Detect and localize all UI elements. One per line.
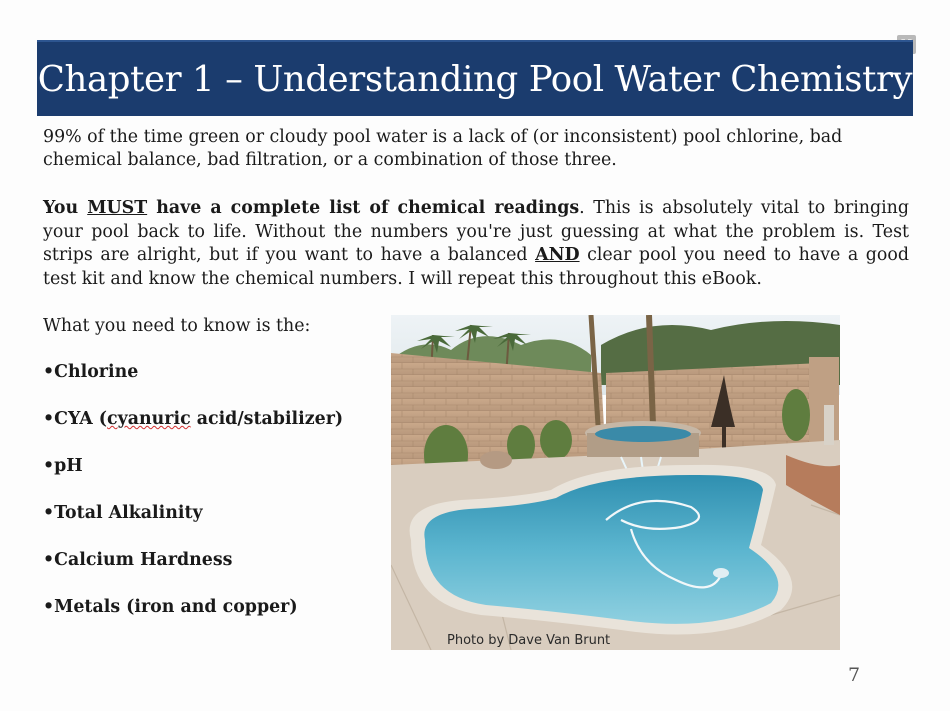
must-emphasis: MUST <box>87 198 148 218</box>
readings-list <box>43 361 343 643</box>
spellcheck-word: cyanuric <box>107 409 191 429</box>
page-title: Chapter 1 – Understanding Pool Water Chemistry <box>37 58 913 100</box>
list-item-alkalinity: •Total Alkalinity <box>43 503 203 523</box>
list-item-chlorine: •Chlorine <box>43 362 139 382</box>
list-item-cya: •CYA (cyanuric acid/stabilizer) <box>43 409 344 429</box>
page-number: 7 <box>848 664 861 686</box>
list-item-calcium: •Calcium Hardness <box>43 550 233 570</box>
intro-paragraph: 99% of the time green or cloudy pool water is a lack of (or inconsistent) pool chlorine, bad chemical balance, bad filtration, or a combination of those three. <box>43 127 843 170</box>
readings-bold-a: You <box>43 198 88 218</box>
title-bar <box>37 40 913 116</box>
readings-text-a: . This is absolutely vital to bringing your pool back to life. Without the numbers you're just guessing at what the problem is. Test strips are alright, but if you want to have a balanced <box>43 198 909 265</box>
readings-text-b: clear pool you need to have a good test kit and know the chemical numbers. I will repeat this throughout this eBook. <box>43 245 909 289</box>
list-item-ph: •pH <box>43 456 83 476</box>
list-item-metals: •Metals (iron and copper) <box>43 597 298 617</box>
readings-bold-b: have a complete list of chemical readings <box>147 198 580 218</box>
list-intro: What you need to know is the: <box>43 316 311 336</box>
and-emphasis: AND <box>535 245 580 265</box>
readings-paragraph <box>43 197 909 291</box>
pool-photo <box>391 315 840 650</box>
photo-caption: Photo by Dave Van Brunt <box>447 633 611 648</box>
